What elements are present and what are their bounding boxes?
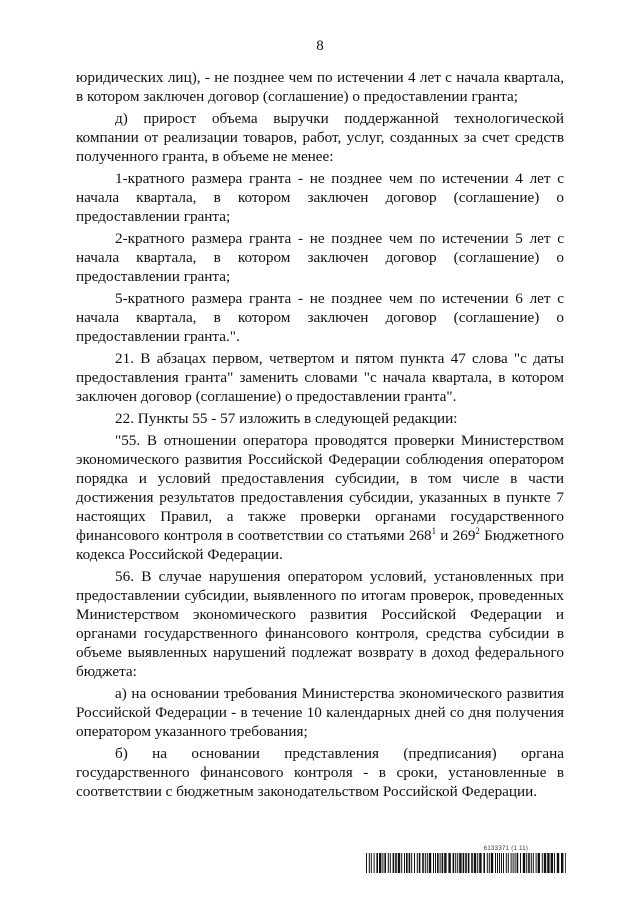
barcode-bar [444, 853, 446, 873]
barcode-bar [401, 853, 402, 873]
barcode-bar [404, 853, 405, 873]
barcode-bar [382, 853, 383, 873]
barcode-bar [376, 853, 378, 873]
barcode-bar [508, 853, 509, 873]
barcode-bar [551, 853, 553, 873]
barcode-bar [371, 853, 372, 873]
paragraph-55-text-after: Бюджетного кодекса Российской Федерации. [76, 527, 564, 563]
barcode-bar [393, 853, 395, 873]
barcode-bar [366, 853, 367, 873]
paragraph-55-text-middle: и 269 [436, 527, 476, 544]
paragraph-55-text-before: "55. В отношении оператора проводятся проверки Министерством экономического развития Российской Федерации соблюдения оператором порядка и условий предоставления субсидии, в том числе в части достижения результатов предоставления субсидии, указанных в пункте 7 настоящих Правил, а также проверки органами государственного финансового контроля в соответствии со статьями 268 [76, 432, 564, 544]
superscript-1: 1 [431, 525, 437, 536]
barcode-bar [531, 853, 532, 873]
paragraph-22: 22. Пункты 55 - 57 изложить в следующей редакции: [115, 410, 458, 427]
barcode-bar [499, 853, 500, 873]
barcode-bar [517, 853, 519, 873]
barcode-bar [374, 853, 375, 873]
barcode-bar [414, 853, 415, 873]
barcode-bar [429, 853, 431, 873]
barcode-bar [448, 853, 450, 873]
barcode-bar [487, 853, 488, 873]
barcode-bar [455, 853, 456, 873]
barcode-bar [477, 853, 478, 873]
superscript-2: 2 [475, 525, 480, 536]
paragraph-56a: а) на основании требования Министерства экономического развития Российской Федерации - в течение 10 календарных дней со дня получения оператором указанного требования; [76, 685, 564, 740]
barcode-bar [557, 853, 559, 873]
barcode-bar [503, 853, 504, 873]
paragraph-1x: 1-кратного размера гранта - не позднее чем по истечении 4 лет с начала квартала, в котором заключен договор (соглашение) о предоставлении гранта; [76, 170, 564, 225]
barcode-bar [463, 853, 465, 873]
barcode-bar [395, 853, 397, 873]
barcode-bar [542, 853, 543, 873]
barcode-bar [547, 853, 549, 873]
barcode-bar [523, 853, 525, 873]
barcode-bar [390, 853, 391, 873]
barcode-bar [468, 853, 470, 873]
barcode-bar [459, 853, 461, 873]
barcode-bar [561, 853, 563, 873]
barcode-bar [453, 853, 455, 873]
barcode-bar [419, 853, 421, 873]
barcode-bar [536, 853, 537, 873]
barcode-bar [528, 853, 530, 873]
barcode-bar [409, 853, 411, 873]
barcode-bar [520, 853, 521, 873]
barcode-icon [366, 853, 566, 873]
barcode-bar [437, 853, 439, 873]
document-body [76, 68, 564, 804]
barcode-bar [388, 853, 389, 873]
barcode-bar [440, 853, 441, 873]
paragraph-56b: б) на основании представления (предписания) органа государственного финансового контроля - в сроки, установленные в соответствии с бюджетным законодательством Российской Федерации. [76, 745, 564, 800]
barcode-bar [544, 853, 546, 873]
barcode-bar [406, 853, 408, 873]
barcode-bar [422, 853, 424, 873]
barcode-bar [554, 853, 555, 873]
barcode-bar [495, 853, 496, 873]
barcode-bar [417, 853, 418, 873]
barcode-bar [526, 853, 527, 873]
paragraph-d: д) прирост объема выручки поддержанной технологической компании от реализации товаров, работ, услуг, созданных за счет средств полученного гранта, в объеме не менее: [76, 110, 564, 165]
page-number: 8 [316, 38, 324, 54]
paragraph-56: 56. В случае нарушения оператором условий, установленных при предоставлении субсидии, выявленного по итогам проверок, проведенных Министерством экономического развития Российской Федерации и органами государственного финансового контроля, средства субсидии в объеме выявленных нарушений подлежат возврату в доход федерального бюджета: [76, 568, 564, 680]
barcode-bar [435, 853, 436, 873]
barcode-bar [433, 853, 434, 873]
paragraph-21: 21. В абзацах первом, четвертом и пятом пункта 47 слова "с даты предоставления гранта" заменить словами "с начала квартала, в котором заключен договор (соглашение) о предоставлении гранта". [76, 350, 564, 405]
barcode-bar [513, 853, 514, 873]
barcode-bar [398, 853, 400, 873]
barcode-bar [471, 853, 473, 873]
barcode-bar [411, 853, 412, 873]
barcode-bar [497, 853, 498, 873]
barcode-bar [379, 853, 381, 873]
barcode-bar [369, 853, 370, 873]
barcode-bar [491, 853, 493, 873]
barcode-bar [457, 853, 458, 873]
barcode-bar [511, 853, 512, 873]
document-code: 6133371 (1.11) [483, 846, 529, 852]
barcode-bar [565, 853, 566, 873]
barcode-bar [384, 853, 386, 873]
barcode-bar [515, 853, 516, 873]
barcode-bar [489, 853, 490, 873]
barcode-bar [483, 853, 485, 873]
barcode-bar [533, 853, 534, 873]
paragraph-continuation: юридических лиц), - не позднее чем по истечении 4 лет с начала квартала, в котором заключен договор (соглашение) о предоставлении гранта; [76, 69, 564, 105]
barcode-bar [506, 853, 507, 873]
barcode-bar [442, 853, 444, 873]
barcode-bar [538, 853, 540, 873]
barcode-bar [425, 853, 426, 873]
barcode-bar [474, 853, 476, 873]
barcode-bar [465, 853, 467, 873]
paragraph-55 [76, 431, 564, 564]
barcode-bar [479, 853, 481, 873]
barcode-bar [501, 853, 502, 873]
paragraph-5x: 5-кратного размера гранта - не позднее чем по истечении 6 лет с начала квартала, в котором заключен договор (соглашение) о предоставлении гранта.". [76, 290, 564, 345]
barcode-bar [427, 853, 428, 873]
paragraph-2x: 2-кратного размера гранта - не позднее чем по истечении 5 лет с начала квартала, в котором заключен договор (соглашение) о предоставлении гранта; [76, 230, 564, 285]
